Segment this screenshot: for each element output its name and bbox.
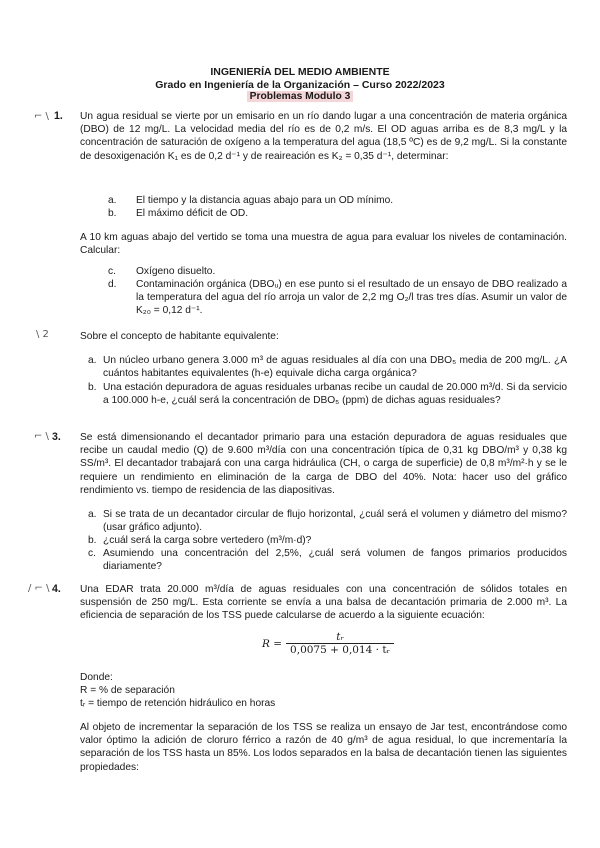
course-subtitle: Grado en Ingeniería de la Organización – Curso 2022/2023: [155, 79, 445, 91]
equation-fraction: [286, 631, 394, 656]
problem-3-number: 3.: [52, 431, 61, 443]
problem-4-number: 4.: [52, 583, 61, 595]
problem-1-a-label: a.: [108, 195, 117, 206]
problem-4-text-2: Al objeto de incrementar la separación de los TSS se realiza un ensayo de Jar test, encontrándose como valor óptimo la adición de cloruro férrico a razón de 40 g/m³ de agua residual, lo que incrementaría la separación de los TSS hasta un 85%. Los lodos separados en la balsa de decantación tienen las siguientes propiedades:: [80, 722, 567, 773]
equation-lhs: R =: [262, 637, 283, 650]
problem-1-b-text: El máximo déficit de OD.: [136, 208, 249, 219]
problem-1-a-text: El tiempo y la distancia aguas abajo para un OD mínimo.: [136, 195, 394, 206]
course-title: INGENIERÍA DEL MEDIO AMBIENTE: [210, 66, 390, 78]
problem-1-c-label: c.: [108, 266, 116, 277]
module-title-highlight: Problemas Modulo 3: [247, 91, 354, 102]
problem-3-b-label: b.: [88, 535, 97, 546]
handwritten-mark-1: ⌐ \: [34, 111, 49, 122]
problem-3-a-label: a.: [88, 509, 97, 520]
problem-3-c-text: Asumiendo una concentración del 2,5%, ¿cuál será volumen de fangos primarios producidos diariamente?: [103, 548, 567, 573]
problem-2-a-label: a.: [88, 355, 97, 366]
problem-1-d-label: d.: [108, 279, 117, 290]
problem-1-intro-2: A 10 km aguas abajo del vertido se toma una muestra de agua para evaluar los niveles de contaminación. Calcular:: [80, 232, 567, 257]
problem-3-c-label: c.: [88, 548, 96, 559]
equation-numerator: tᵣ: [286, 631, 394, 644]
problem-1-text: Un agua residual se vierte por un emisario en un río dando lugar a una concentración de materia orgánica (DBO) de 12 mg/L. La velocidad media del río es de 0,2 m/s. El OD aguas arriba es de 8,3 mg/L y la concentración de saturación de oxígeno a la temperatura del agua (18,5 ºC) es de 9,2 mg/L. Si la constante de desoxigenación K₁ es de 0,2 d⁻¹ y de reaireación es K₂ = 0,35 d⁻¹, determinar:: [80, 111, 567, 162]
problem-1-b-label: b.: [108, 208, 117, 219]
problem-2-b-label: b.: [88, 382, 97, 393]
problem-1-number: 1.: [54, 110, 63, 122]
problem-3-a-text: Si se trata de un decantador circular de flujo horizontal, ¿cuál será el volumen y diámetro del mismo? (usar gráfico adjunto).: [103, 509, 567, 534]
handwritten-mark-2: \ 2: [36, 329, 49, 340]
problem-4-text: Una EDAR trata 20.000 m³/día de aguas residuales con una concentración de sólidos totales en suspensión de 250 mg/L. Esta corriente se envía a una balsa de decantación primaria de 2.000 m³. La eficiencia de separación de los TSS puede calcularse de acuerdo a la siguiente ecuación:: [80, 584, 567, 622]
problem-2-a-text: Un núcleo urbano genera 3.000 m³ de aguas residuales al día con una DBO₅ media de 200 mg/L. ¿A cuántos habitantes equivalentes (h-e) equivale dicha carga orgánica?: [103, 355, 567, 380]
separation-equation: [262, 631, 394, 656]
handwritten-mark-3: ⌐ \: [34, 431, 49, 442]
equation-denominator: 0,0075 + 0,014 · tᵣ: [290, 644, 391, 656]
definition-r: R = % de separación: [80, 685, 175, 696]
donde-label: Donde:: [80, 672, 113, 683]
definition-tr: tᵣ = tiempo de retención hidráulico en horas: [80, 698, 276, 709]
handwritten-mark-4: / ⌐ \: [28, 583, 50, 594]
problem-2-text: Sobre el concepto de habitante equivalente:: [80, 331, 279, 342]
problem-3-b-text: ¿cuál será la carga sobre vertedero (m³/m·d)?: [103, 535, 312, 546]
problem-2-b-text: Una estación depuradora de aguas residuales urbanas recibe un caudal de 20.000 m³/d. Si da servicio a 100.000 h-e, ¿cuál será la concentración de DBO₅ (ppm) de dichas aguas residuales?: [103, 382, 567, 407]
problem-3-text: Se está dimensionando el decantador primario para una estación depuradora de aguas residuales que recibe un caudal medio (Q) de 9.600 m³/día con una concentración típica de 0,31 kg DBO/m³ y 0,38 kg SS/m³. El decantador trabajará con una carga hidráulica (CH, o carga de superficie) de 0,8 m³/m²·h y se le requiere un rendimiento en eliminación de la carga de DBO del 40%. Nota: hacer uso del gráfico rendimiento vs. tiempo de residencia de las diapositivas.: [80, 432, 567, 496]
problem-1-c-text: Oxígeno disuelto.: [136, 266, 216, 277]
problem-1-d-text: Contaminación orgánica (DBOᵤ) en ese punto si el resultado de un ensayo de DBO realizado a la temperatura del agua del río arroja un valor de 2,2 mg O₂/l tras tres días. Asumir un valor de K₂₀ = 0,12 d⁻¹.: [136, 279, 567, 317]
module-title: [0, 91, 600, 102]
